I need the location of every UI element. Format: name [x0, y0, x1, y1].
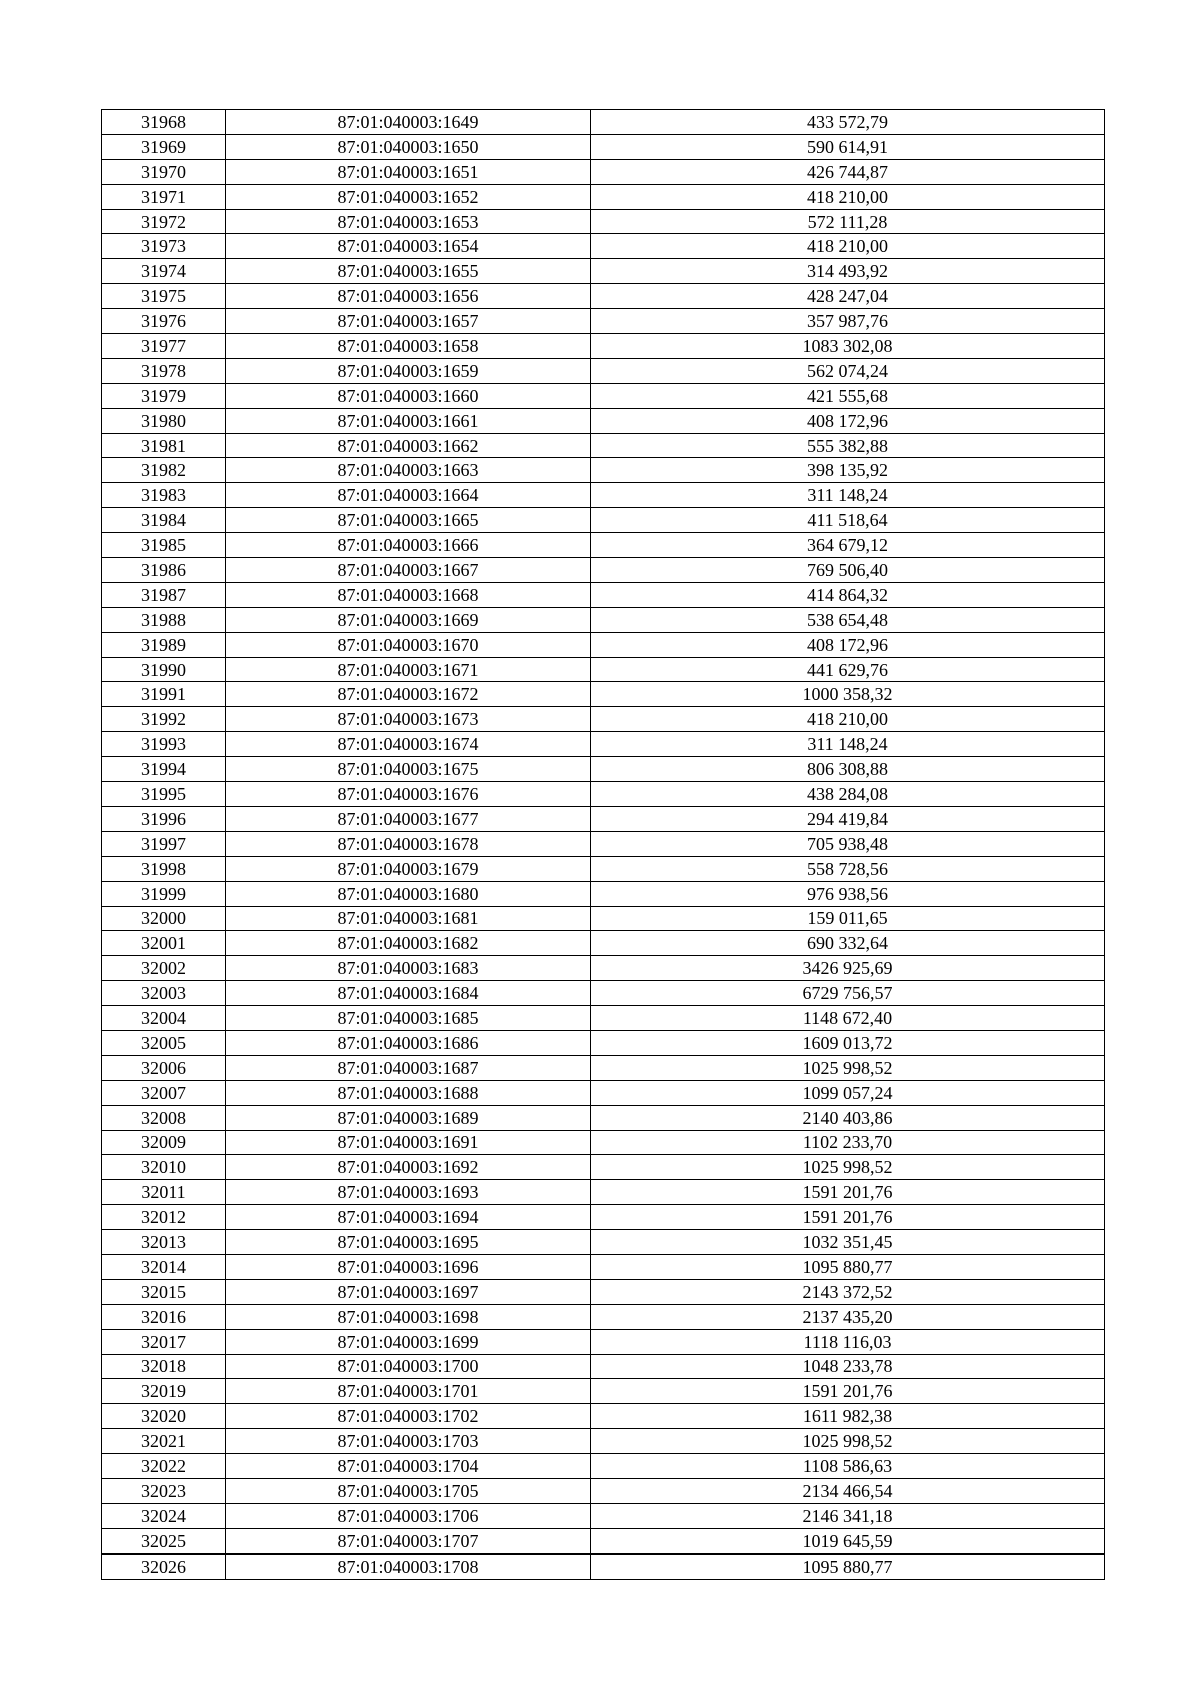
table-row — [102, 1329, 1105, 1354]
table-row — [102, 433, 1105, 458]
cadastral-number-cell: 87:01:040003:1706 — [226, 1503, 591, 1528]
cadastral-value-table — [101, 109, 1105, 1580]
row-number-cell: 32014 — [102, 1254, 226, 1279]
cadastral-value-cell: 294 419,84 — [591, 806, 1105, 831]
table-row — [102, 309, 1105, 334]
cadastral-value-cell: 976 938,56 — [591, 881, 1105, 906]
cadastral-value-cell: 6729 756,57 — [591, 981, 1105, 1006]
table-row — [102, 458, 1105, 483]
cadastral-value-cell: 421 555,68 — [591, 383, 1105, 408]
table-row — [102, 1130, 1105, 1155]
row-number-cell: 31994 — [102, 757, 226, 782]
cadastral-value-cell: 1102 233,70 — [591, 1130, 1105, 1155]
row-number-cell: 32025 — [102, 1528, 226, 1553]
cadastral-number-cell: 87:01:040003:1681 — [226, 906, 591, 931]
cadastral-number-cell: 87:01:040003:1664 — [226, 483, 591, 508]
cadastral-number-cell: 87:01:040003:1660 — [226, 383, 591, 408]
cadastral-value-cell: 1095 880,77 — [591, 1554, 1105, 1579]
table-body — [102, 110, 1105, 1580]
cadastral-value-cell: 1611 982,38 — [591, 1404, 1105, 1429]
cadastral-number-cell: 87:01:040003:1668 — [226, 582, 591, 607]
row-number-cell: 32006 — [102, 1055, 226, 1080]
table-row — [102, 707, 1105, 732]
cadastral-number-cell: 87:01:040003:1697 — [226, 1279, 591, 1304]
cadastral-value-cell: 705 938,48 — [591, 831, 1105, 856]
table-row — [102, 533, 1105, 558]
table-row — [102, 1379, 1105, 1404]
row-number-cell: 31990 — [102, 657, 226, 682]
row-number-cell: 32015 — [102, 1279, 226, 1304]
row-number-cell: 32020 — [102, 1404, 226, 1429]
cadastral-value-cell: 2143 372,52 — [591, 1279, 1105, 1304]
table-row — [102, 806, 1105, 831]
table-row — [102, 1155, 1105, 1180]
row-number-cell: 31968 — [102, 110, 226, 135]
cadastral-value-cell: 438 284,08 — [591, 782, 1105, 807]
row-number-cell: 31988 — [102, 607, 226, 632]
cadastral-value-cell: 1083 302,08 — [591, 334, 1105, 359]
table-row — [102, 607, 1105, 632]
cadastral-value-cell: 364 679,12 — [591, 533, 1105, 558]
row-number-cell: 31992 — [102, 707, 226, 732]
cadastral-value-cell: 414 864,32 — [591, 582, 1105, 607]
cadastral-number-cell: 87:01:040003:1687 — [226, 1055, 591, 1080]
row-number-cell: 32018 — [102, 1354, 226, 1379]
cadastral-value-cell: 690 332,64 — [591, 931, 1105, 956]
cadastral-number-cell: 87:01:040003:1692 — [226, 1155, 591, 1180]
cadastral-number-cell: 87:01:040003:1659 — [226, 358, 591, 383]
row-number-cell: 31984 — [102, 508, 226, 533]
table-row — [102, 1105, 1105, 1130]
table-row — [102, 259, 1105, 284]
table-row — [102, 383, 1105, 408]
cadastral-value-cell: 3426 925,69 — [591, 956, 1105, 981]
row-number-cell: 32004 — [102, 1006, 226, 1031]
row-number-cell: 31985 — [102, 533, 226, 558]
cadastral-number-cell: 87:01:040003:1700 — [226, 1354, 591, 1379]
row-number-cell: 31979 — [102, 383, 226, 408]
cadastral-number-cell: 87:01:040003:1689 — [226, 1105, 591, 1130]
row-number-cell: 31973 — [102, 234, 226, 259]
cadastral-number-cell: 87:01:040003:1708 — [226, 1554, 591, 1579]
cadastral-number-cell: 87:01:040003:1655 — [226, 259, 591, 284]
cadastral-number-cell: 87:01:040003:1658 — [226, 334, 591, 359]
cadastral-number-cell: 87:01:040003:1696 — [226, 1254, 591, 1279]
cadastral-value-cell: 2140 403,86 — [591, 1105, 1105, 1130]
row-number-cell: 32024 — [102, 1503, 226, 1528]
cadastral-number-cell: 87:01:040003:1705 — [226, 1478, 591, 1503]
table-row — [102, 1304, 1105, 1329]
cadastral-value-cell: 1118 116,03 — [591, 1329, 1105, 1354]
table-row — [102, 632, 1105, 657]
cadastral-number-cell: 87:01:040003:1653 — [226, 209, 591, 234]
cadastral-value-cell: 1025 998,52 — [591, 1155, 1105, 1180]
cadastral-value-cell: 1032 351,45 — [591, 1230, 1105, 1255]
row-number-cell: 32023 — [102, 1478, 226, 1503]
cadastral-number-cell: 87:01:040003:1704 — [226, 1454, 591, 1479]
table-row — [102, 110, 1105, 135]
cadastral-value-cell: 769 506,40 — [591, 558, 1105, 583]
cadastral-value-cell: 418 210,00 — [591, 707, 1105, 732]
cadastral-value-cell: 426 744,87 — [591, 159, 1105, 184]
table-row — [102, 408, 1105, 433]
row-number-cell: 31982 — [102, 458, 226, 483]
cadastral-number-cell: 87:01:040003:1695 — [226, 1230, 591, 1255]
cadastral-number-cell: 87:01:040003:1661 — [226, 408, 591, 433]
cadastral-number-cell: 87:01:040003:1685 — [226, 1006, 591, 1031]
cadastral-value-cell: 1019 645,59 — [591, 1528, 1105, 1553]
cadastral-value-cell: 1591 201,76 — [591, 1180, 1105, 1205]
cadastral-number-cell: 87:01:040003:1672 — [226, 682, 591, 707]
table-row — [102, 1429, 1105, 1454]
table-row — [102, 856, 1105, 881]
cadastral-number-cell: 87:01:040003:1651 — [226, 159, 591, 184]
table-row — [102, 1006, 1105, 1031]
table-row — [102, 284, 1105, 309]
row-number-cell: 32001 — [102, 931, 226, 956]
table-row — [102, 483, 1105, 508]
table-row — [102, 184, 1105, 209]
cadastral-number-cell: 87:01:040003:1663 — [226, 458, 591, 483]
cadastral-value-cell: 159 011,65 — [591, 906, 1105, 931]
cadastral-value-cell: 590 614,91 — [591, 134, 1105, 159]
table-row — [102, 782, 1105, 807]
row-number-cell: 31996 — [102, 806, 226, 831]
cadastral-value-cell: 1609 013,72 — [591, 1030, 1105, 1055]
cadastral-value-cell: 806 308,88 — [591, 757, 1105, 782]
cadastral-number-cell: 87:01:040003:1667 — [226, 558, 591, 583]
table-row — [102, 981, 1105, 1006]
row-number-cell: 31974 — [102, 259, 226, 284]
cadastral-value-cell: 558 728,56 — [591, 856, 1105, 881]
cadastral-number-cell: 87:01:040003:1678 — [226, 831, 591, 856]
cadastral-value-cell: 1591 201,76 — [591, 1205, 1105, 1230]
row-number-cell: 32007 — [102, 1080, 226, 1105]
cadastral-value-cell: 1025 998,52 — [591, 1055, 1105, 1080]
row-number-cell: 32002 — [102, 956, 226, 981]
cadastral-number-cell: 87:01:040003:1684 — [226, 981, 591, 1006]
row-number-cell: 32021 — [102, 1429, 226, 1454]
table-row — [102, 881, 1105, 906]
row-number-cell: 31975 — [102, 284, 226, 309]
row-number-cell: 32008 — [102, 1105, 226, 1130]
cadastral-value-cell: 311 148,24 — [591, 732, 1105, 757]
cadastral-number-cell: 87:01:040003:1707 — [226, 1528, 591, 1553]
cadastral-number-cell: 87:01:040003:1691 — [226, 1130, 591, 1155]
table-row — [102, 358, 1105, 383]
table-row — [102, 831, 1105, 856]
row-number-cell: 31997 — [102, 831, 226, 856]
table-row — [102, 1030, 1105, 1055]
row-number-cell: 31989 — [102, 632, 226, 657]
row-number-cell: 31986 — [102, 558, 226, 583]
row-number-cell: 32017 — [102, 1329, 226, 1354]
cadastral-value-cell: 433 572,79 — [591, 110, 1105, 135]
row-number-cell: 31999 — [102, 881, 226, 906]
table-row — [102, 1230, 1105, 1255]
cadastral-number-cell: 87:01:040003:1699 — [226, 1329, 591, 1354]
cadastral-number-cell: 87:01:040003:1662 — [226, 433, 591, 458]
table-row — [102, 334, 1105, 359]
cadastral-number-cell: 87:01:040003:1694 — [226, 1205, 591, 1230]
cadastral-value-cell: 555 382,88 — [591, 433, 1105, 458]
row-number-cell: 31976 — [102, 309, 226, 334]
cadastral-number-cell: 87:01:040003:1686 — [226, 1030, 591, 1055]
row-number-cell: 31978 — [102, 358, 226, 383]
row-number-cell: 31995 — [102, 782, 226, 807]
cadastral-value-cell: 441 629,76 — [591, 657, 1105, 682]
cadastral-number-cell: 87:01:040003:1675 — [226, 757, 591, 782]
cadastral-value-cell: 1591 201,76 — [591, 1379, 1105, 1404]
row-number-cell: 31970 — [102, 159, 226, 184]
cadastral-value-cell: 311 148,24 — [591, 483, 1105, 508]
row-number-cell: 32016 — [102, 1304, 226, 1329]
row-number-cell: 31998 — [102, 856, 226, 881]
cadastral-value-cell: 357 987,76 — [591, 309, 1105, 334]
cadastral-value-cell: 1108 586,63 — [591, 1454, 1105, 1479]
cadastral-number-cell: 87:01:040003:1674 — [226, 732, 591, 757]
table-row — [102, 558, 1105, 583]
row-number-cell: 32010 — [102, 1155, 226, 1180]
table-row — [102, 1503, 1105, 1528]
row-number-cell: 32011 — [102, 1180, 226, 1205]
table-row — [102, 732, 1105, 757]
table-row — [102, 956, 1105, 981]
row-number-cell: 32012 — [102, 1205, 226, 1230]
cadastral-number-cell: 87:01:040003:1688 — [226, 1080, 591, 1105]
cadastral-number-cell: 87:01:040003:1671 — [226, 657, 591, 682]
cadastral-value-cell: 1000 358,32 — [591, 682, 1105, 707]
cadastral-number-cell: 87:01:040003:1701 — [226, 1379, 591, 1404]
cadastral-value-cell: 418 210,00 — [591, 234, 1105, 259]
row-number-cell: 32026 — [102, 1554, 226, 1579]
table-row — [102, 1528, 1105, 1553]
table-row — [102, 757, 1105, 782]
cadastral-number-cell: 87:01:040003:1680 — [226, 881, 591, 906]
cadastral-value-cell: 1099 057,24 — [591, 1080, 1105, 1105]
table-row — [102, 682, 1105, 707]
cadastral-value-cell: 562 074,24 — [591, 358, 1105, 383]
table-row — [102, 159, 1105, 184]
row-number-cell: 32005 — [102, 1030, 226, 1055]
row-number-cell: 31987 — [102, 582, 226, 607]
cadastral-value-cell: 1048 233,78 — [591, 1354, 1105, 1379]
cadastral-number-cell: 87:01:040003:1649 — [226, 110, 591, 135]
cadastral-value-cell: 2134 466,54 — [591, 1478, 1105, 1503]
table-row — [102, 134, 1105, 159]
row-number-cell: 31969 — [102, 134, 226, 159]
cadastral-value-cell: 572 111,28 — [591, 209, 1105, 234]
table-row — [102, 1254, 1105, 1279]
row-number-cell: 31991 — [102, 682, 226, 707]
table-row — [102, 1205, 1105, 1230]
row-number-cell: 32013 — [102, 1230, 226, 1255]
row-number-cell: 31971 — [102, 184, 226, 209]
table-row — [102, 657, 1105, 682]
cadastral-number-cell: 87:01:040003:1702 — [226, 1404, 591, 1429]
cadastral-value-cell: 408 172,96 — [591, 632, 1105, 657]
table-row — [102, 234, 1105, 259]
row-number-cell: 32000 — [102, 906, 226, 931]
cadastral-number-cell: 87:01:040003:1679 — [226, 856, 591, 881]
table-row — [102, 1404, 1105, 1429]
table-row — [102, 1055, 1105, 1080]
cadastral-number-cell: 87:01:040003:1650 — [226, 134, 591, 159]
cadastral-value-cell: 1148 672,40 — [591, 1006, 1105, 1031]
cadastral-number-cell: 87:01:040003:1677 — [226, 806, 591, 831]
cadastral-value-cell: 418 210,00 — [591, 184, 1105, 209]
cadastral-number-cell: 87:01:040003:1698 — [226, 1304, 591, 1329]
table-row — [102, 209, 1105, 234]
table-row — [102, 1454, 1105, 1479]
cadastral-value-cell: 398 135,92 — [591, 458, 1105, 483]
table-row — [102, 1180, 1105, 1205]
cadastral-number-cell: 87:01:040003:1673 — [226, 707, 591, 732]
row-number-cell: 31981 — [102, 433, 226, 458]
row-number-cell: 32009 — [102, 1130, 226, 1155]
cadastral-value-cell: 1095 880,77 — [591, 1254, 1105, 1279]
cadastral-value-cell: 538 654,48 — [591, 607, 1105, 632]
table-row — [102, 931, 1105, 956]
cadastral-number-cell: 87:01:040003:1693 — [226, 1180, 591, 1205]
table-row — [102, 508, 1105, 533]
cadastral-number-cell: 87:01:040003:1669 — [226, 607, 591, 632]
cadastral-value-cell: 1025 998,52 — [591, 1429, 1105, 1454]
cadastral-value-cell: 411 518,64 — [591, 508, 1105, 533]
table-row — [102, 1478, 1105, 1503]
table-row — [102, 1080, 1105, 1105]
table-row — [102, 1554, 1105, 1579]
cadastral-number-cell: 87:01:040003:1703 — [226, 1429, 591, 1454]
cadastral-number-cell: 87:01:040003:1665 — [226, 508, 591, 533]
cadastral-value-cell: 2137 435,20 — [591, 1304, 1105, 1329]
cadastral-value-cell: 314 493,92 — [591, 259, 1105, 284]
cadastral-number-cell: 87:01:040003:1682 — [226, 931, 591, 956]
cadastral-number-cell: 87:01:040003:1676 — [226, 782, 591, 807]
table-row — [102, 582, 1105, 607]
row-number-cell: 31972 — [102, 209, 226, 234]
row-number-cell: 31983 — [102, 483, 226, 508]
cadastral-value-cell: 2146 341,18 — [591, 1503, 1105, 1528]
table-row — [102, 1279, 1105, 1304]
cadastral-number-cell: 87:01:040003:1683 — [226, 956, 591, 981]
cadastral-number-cell: 87:01:040003:1670 — [226, 632, 591, 657]
cadastral-number-cell: 87:01:040003:1666 — [226, 533, 591, 558]
cadastral-number-cell: 87:01:040003:1656 — [226, 284, 591, 309]
cadastral-value-cell: 428 247,04 — [591, 284, 1105, 309]
row-number-cell: 32003 — [102, 981, 226, 1006]
row-number-cell: 31977 — [102, 334, 226, 359]
table-row — [102, 906, 1105, 931]
row-number-cell: 31993 — [102, 732, 226, 757]
row-number-cell: 32019 — [102, 1379, 226, 1404]
row-number-cell: 32022 — [102, 1454, 226, 1479]
table-row — [102, 1354, 1105, 1379]
cadastral-number-cell: 87:01:040003:1654 — [226, 234, 591, 259]
row-number-cell: 31980 — [102, 408, 226, 433]
cadastral-number-cell: 87:01:040003:1657 — [226, 309, 591, 334]
cadastral-value-cell: 408 172,96 — [591, 408, 1105, 433]
cadastral-number-cell: 87:01:040003:1652 — [226, 184, 591, 209]
